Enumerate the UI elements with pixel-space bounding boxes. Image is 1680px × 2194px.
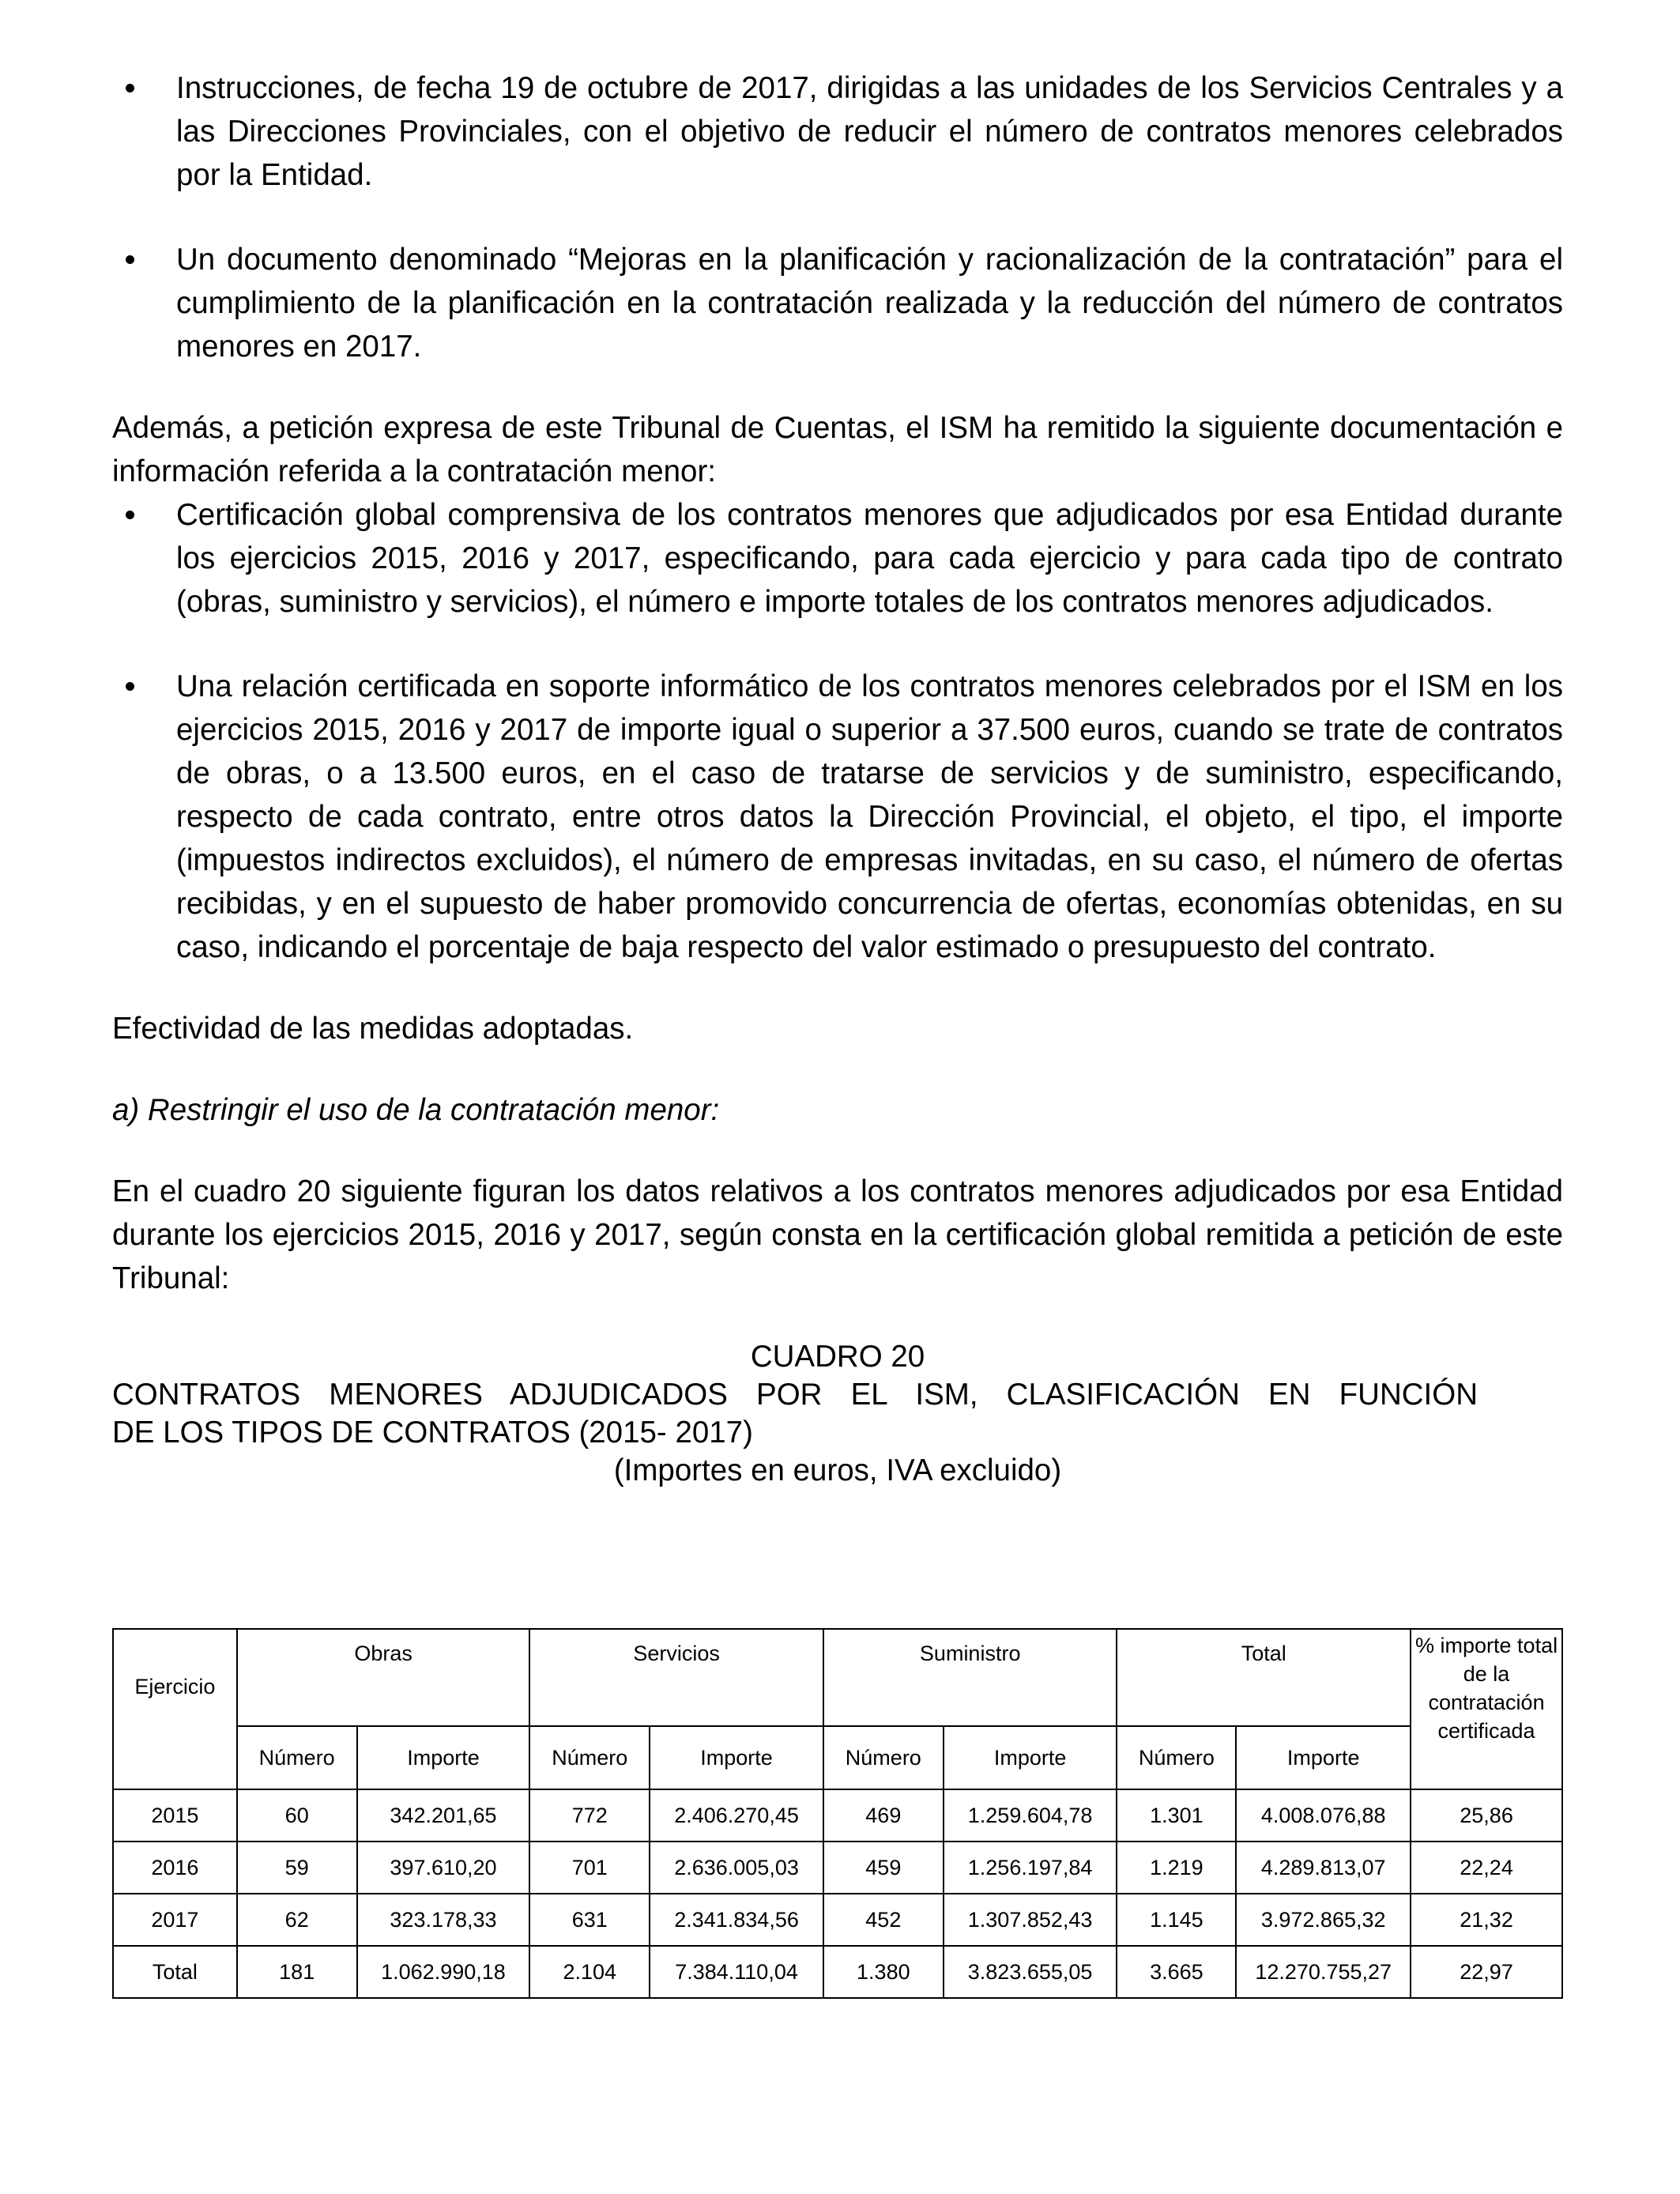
cell-suministro-importe: 1.256.197,84 [944, 1842, 1117, 1894]
cell-servicios-importe: 7.384.110,04 [650, 1946, 823, 1998]
table-row [113, 1842, 1562, 1894]
subheader-numero: Número [529, 1726, 650, 1789]
cell-servicios-numero: 631 [529, 1894, 650, 1946]
cell-obras-importe: 397.610,20 [357, 1842, 530, 1894]
cell-servicios-numero: 701 [529, 1842, 650, 1894]
cell-obras-numero: 60 [237, 1789, 357, 1842]
header-ejercicio: Ejercicio [113, 1629, 237, 1789]
subheading-restringir: a) Restringir el uso de la contratación menor: [112, 1093, 720, 1127]
cell-obras-numero: 181 [237, 1946, 357, 1998]
table-row [113, 1894, 1562, 1946]
subheader-importe: Importe [944, 1726, 1117, 1789]
table-units: (Importes en euros, IVA excluido) [613, 1453, 1062, 1487]
bullet-icon [126, 682, 134, 691]
cell-total-importe: 12.270.755,27 [1236, 1946, 1411, 1998]
cell-obras-numero: 59 [237, 1842, 357, 1894]
paragraph-ademas: Además, a petición expresa de este Tribunal de Cuentas, el ISM ha remitido la siguiente documentación e información referida a la contratación menor: [112, 411, 1563, 488]
table-caption-line2: DE LOS TIPOS DE CONTRATOS (2015- 2017) [112, 1416, 753, 1449]
cell-ejercicio: 2016 [113, 1842, 237, 1894]
paragraph-efectividad: Efectividad de las medidas adoptadas. [112, 1012, 634, 1046]
table-number: CUADRO 20 [750, 1340, 925, 1374]
paragraph-cuadro-intro: En el cuadro 20 siguiente figuran los datos relativos a los contratos menores adjudicados por esa Entidad durante los ejercicios 2015, 2016 y 2017, según consta en la certificación global remitida a petición de este Tribunal: [112, 1174, 1563, 1295]
cell-servicios-importe: 2.636.005,03 [650, 1842, 823, 1894]
cell-total-numero: 1.219 [1117, 1842, 1236, 1894]
cell-total-importe: 4.289.813,07 [1236, 1842, 1411, 1894]
header-suministro: Suministro [823, 1629, 1117, 1726]
header-servicios: Servicios [529, 1629, 823, 1726]
bullet-list-documentation [112, 493, 1563, 969]
cell-suministro-importe: 3.823.655,05 [944, 1946, 1117, 1998]
cell-obras-importe: 323.178,33 [357, 1894, 530, 1946]
bullet-text: Instrucciones, de fecha 19 de octubre de 2017, dirigidas a las unidades de los Servicios Centrales y a las Direcciones Provinciales, con el objetivo de reducir el número de contratos menores celebrados por la Entidad. [176, 71, 1563, 192]
subheader-importe: Importe [650, 1726, 823, 1789]
cell-total-importe: 4.008.076,88 [1236, 1789, 1411, 1842]
table-row [113, 1789, 1562, 1842]
subheader-numero: Número [1117, 1726, 1236, 1789]
bullet-list-measures [112, 66, 1563, 368]
cell-total-numero: 1.145 [1117, 1894, 1236, 1946]
cell-suministro-numero: 459 [823, 1842, 944, 1894]
cell-suministro-importe: 1.259.604,78 [944, 1789, 1117, 1842]
table-caption-line1: CONTRATOS MENORES ADJUDICADOS POR EL ISM, CLASIFICACIÓN EN FUNCIÓN [112, 1378, 1478, 1412]
cell-servicios-numero: 772 [529, 1789, 650, 1842]
cell-suministro-numero: 469 [823, 1789, 944, 1842]
cell-obras-numero: 62 [237, 1894, 357, 1946]
cell-ejercicio: Total [113, 1946, 237, 1998]
cell-ejercicio: 2015 [113, 1789, 237, 1842]
table-title-block [112, 1338, 1563, 1490]
document-body [112, 66, 1563, 1490]
table-total-row [113, 1946, 1562, 1998]
cell-servicios-importe: 2.406.270,45 [650, 1789, 823, 1842]
cell-pct: 22,24 [1411, 1842, 1562, 1894]
cell-pct: 25,86 [1411, 1789, 1562, 1842]
subheader-importe: Importe [1236, 1726, 1411, 1789]
table-header-row [113, 1629, 1562, 1726]
header-obras: Obras [237, 1629, 530, 1726]
bullet-item [112, 493, 1563, 624]
bullet-text: Certificación global comprensiva de los contratos menores que adjudicados por esa Entidad durante los ejercicios 2015, 2016 y 2017, especificando, para cada ejercicio y para cada tipo de contrato (obras, suministro y servicios), el número e importe totales de los contratos menores adjudicados. [176, 498, 1563, 619]
table-subheader-row [113, 1726, 1562, 1789]
header-total: Total [1117, 1629, 1411, 1726]
cell-suministro-numero: 452 [823, 1894, 944, 1946]
bullet-item [112, 238, 1563, 368]
bullet-icon [126, 84, 134, 92]
bullet-text: Una relación certificada en soporte informático de los contratos menores celebrados por el ISM en los ejercicios 2015, 2016 y 2017 de importe igual o superior a 37.500 euros, cuando se trate de contratos de obras, o a 13.500 euros, en el caso de tratarse de servicios y de suministro, especificando, respecto de cada contrato, entre otros datos la Dirección Provincial, el objeto, el tipo, el importe (impuestos indirectos excluidos), el número de empresas invitadas, en su caso, el número de ofertas recibidas, y en el supuesto de haber promovido concurrencia de ofertas, economías obtenidas, en su caso, indicando el porcentaje de baja respecto del valor estimado o presupuesto del contrato. [176, 669, 1563, 964]
cell-obras-importe: 1.062.990,18 [357, 1946, 530, 1998]
cell-total-numero: 3.665 [1117, 1946, 1236, 1998]
cell-servicios-importe: 2.341.834,56 [650, 1894, 823, 1946]
cell-obras-importe: 342.201,65 [357, 1789, 530, 1842]
header-pct-importe: % importe total de la contratación certificada [1411, 1629, 1562, 1789]
bullet-item [112, 665, 1563, 969]
subheader-importe: Importe [357, 1726, 530, 1789]
cell-total-importe: 3.972.865,32 [1236, 1894, 1411, 1946]
cell-pct: 21,32 [1411, 1894, 1562, 1946]
cell-servicios-numero: 2.104 [529, 1946, 650, 1998]
subheader-numero: Número [823, 1726, 944, 1789]
bullet-icon [126, 255, 134, 264]
cell-total-numero: 1.301 [1117, 1789, 1236, 1842]
subheader-numero: Número [237, 1726, 357, 1789]
bullet-text: Un documento denominado “Mejoras en la planificación y racionalización de la contratación” para el cumplimiento de la planificación en la contratación realizada y la reducción del número de contratos menores en 2017. [176, 243, 1563, 364]
bullet-icon [126, 511, 134, 519]
cell-pct: 22,97 [1411, 1946, 1562, 1998]
bullet-item [112, 66, 1563, 197]
cell-suministro-numero: 1.380 [823, 1946, 944, 1998]
cuadro-20-table [112, 1628, 1563, 1999]
cell-suministro-importe: 1.307.852,43 [944, 1894, 1117, 1946]
cell-ejercicio: 2017 [113, 1894, 237, 1946]
